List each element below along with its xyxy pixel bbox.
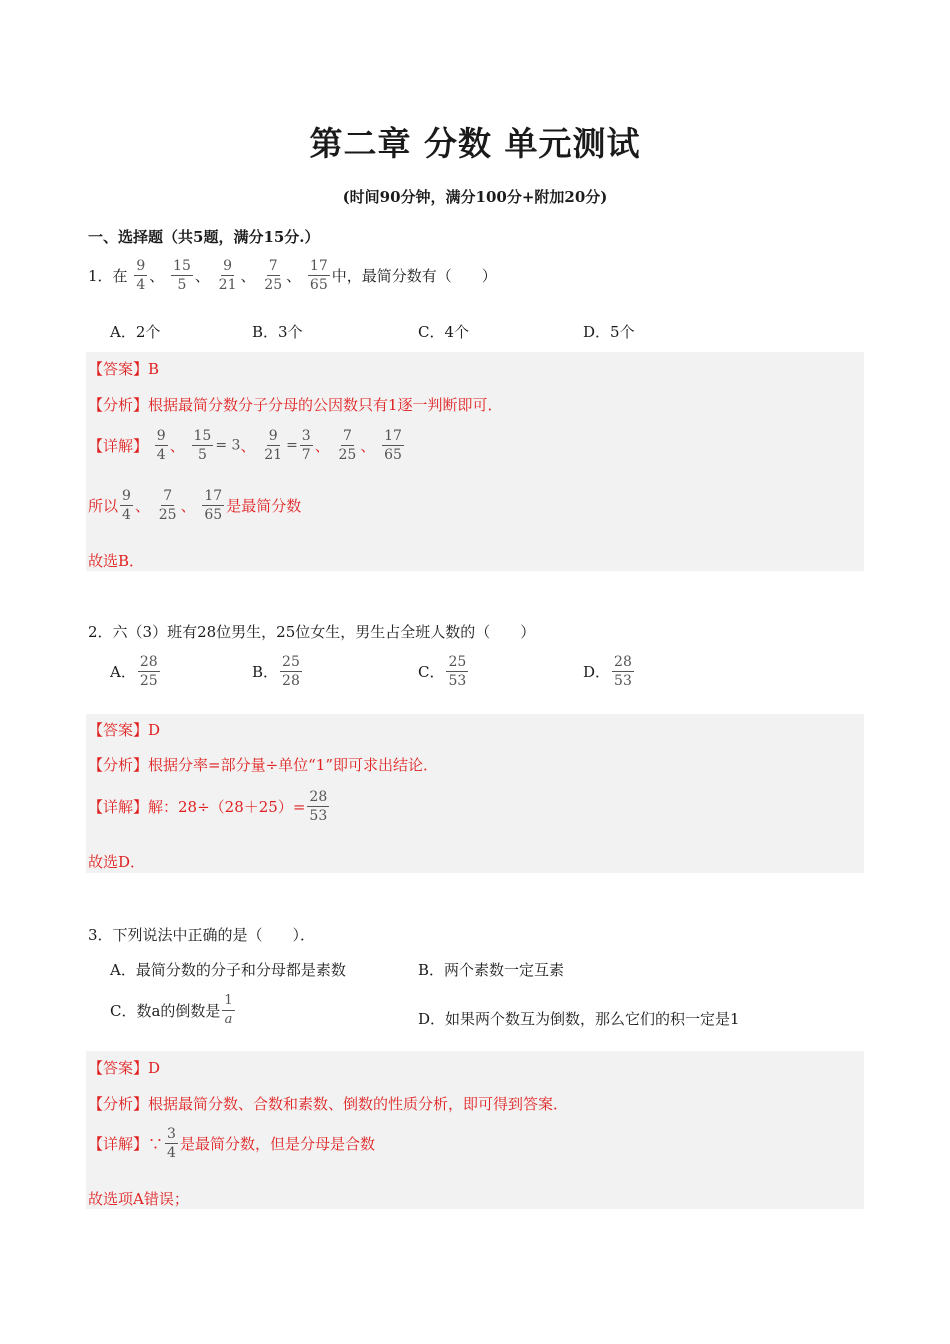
page-subtitle: (时间90分钟，满分100分+附加20分)	[342, 188, 608, 206]
fraction: $\frac{15}{5}$	[173, 258, 191, 293]
question-2: 2．六（3）班有28位男生，25位女生，男生占全班人数的（ ）	[88, 623, 536, 641]
detail: 【详解】解：28÷（28＋25）= $\frac{28}{53}$	[88, 789, 328, 824]
option-b: B．3个	[252, 323, 303, 341]
fraction: $\frac{1}{a}$	[224, 993, 233, 1027]
option-d: D．如果两个数互为倒数，那么它们的积一定是1	[418, 1010, 740, 1028]
section-heading: 一、选择题（共5题，满分15分.）	[88, 228, 320, 246]
fraction: $\frac{17}{65}$	[384, 428, 402, 463]
fraction: $\frac{15}{5}$	[193, 428, 212, 463]
equals-sign: =	[286, 437, 298, 454]
conclusion: 故选D．	[88, 853, 146, 871]
option-c: C．4个	[418, 323, 470, 341]
answer: 【答案】D	[88, 721, 161, 739]
analysis: 【分析】根据最简分数分子分母的公因数只有1逐一判断即可．	[88, 396, 503, 414]
detail-so: 所以 $\frac{9}{4}$ 、 $\frac{7}{25}$ 、 $\frac{17}{65}$ 是最简分数	[88, 488, 302, 523]
fraction: $\frac{17}{65}$	[309, 258, 328, 293]
question-1: 1．在 $\frac{9}{4}$ 、 $\frac{15}{5}$ 、 $\frac{9}{21}$ 、 $\frac{7}{25}$ 、 $\frac{17}{65}$ 中，最简分数有（ ）	[88, 258, 497, 293]
fraction: $\frac{25}{28}$	[282, 654, 300, 689]
fraction: $\frac{3}{7}$	[301, 428, 311, 463]
option-c: C．数a的倒数是 $\frac{1}{a}$	[110, 993, 233, 1027]
page-title: 第二章 分数 单元测试	[309, 124, 641, 163]
answer: 【答案】D	[88, 1059, 161, 1077]
fraction: $\frac{9}{4}$	[156, 428, 166, 463]
detail: 【详解】∵ $\frac{3}{4}$ 是最简分数，但是分母是合数	[88, 1126, 375, 1161]
option-a: A．2个	[110, 323, 161, 341]
fraction: $\frac{9}{4}$	[136, 258, 146, 293]
conclusion: 故选项A错误；	[88, 1190, 189, 1208]
conclusion: 故选B．	[88, 552, 145, 570]
fraction: $\frac{28}{25}$	[139, 654, 158, 689]
question-1-prefix: 1．在	[88, 267, 128, 285]
fraction: $\frac{9}{21}$	[218, 258, 237, 293]
fraction: $\frac{7}{25}$	[338, 428, 357, 463]
fraction: $\frac{3}{4}$	[167, 1126, 176, 1161]
analysis: 【分析】根据最简分数、合数和素数、倒数的性质分析，即可得到答案．	[88, 1095, 569, 1113]
question-3: 3．下列说法中正确的是（ ）．	[88, 926, 316, 944]
option-c: C． $\frac{25}{53}$	[418, 654, 467, 689]
answer: 【答案】B	[88, 360, 160, 378]
detail-label: 【详解】	[88, 437, 149, 455]
option-b: B． $\frac{25}{28}$	[252, 654, 300, 689]
option-a: A．最简分数的分子和分母都是素数	[110, 961, 346, 979]
question-1-tail: 中，最简分数有（ ）	[331, 267, 497, 285]
fraction: $\frac{17}{65}$	[204, 488, 223, 523]
fraction: $\frac{28}{53}$	[614, 654, 632, 689]
equation-value: = 3	[215, 437, 241, 454]
option-a: A． $\frac{28}{25}$	[110, 654, 158, 689]
option-d: D．5个	[583, 323, 635, 341]
analysis: 【分析】根据分率=部分量÷单位“1”即可求出结论．	[88, 756, 439, 774]
fraction: $\frac{9}{4}$	[122, 488, 131, 523]
fraction: $\frac{25}{53}$	[448, 654, 467, 689]
fraction: $\frac{7}{25}$	[158, 488, 177, 523]
fraction: $\frac{7}{25}$	[264, 258, 283, 293]
detail: 【详解】 $\frac{9}{4}$ 、 $\frac{15}{5}$ = 3、 $\frac{9}{21}$ = $\frac{3}{7}$ 、 $\frac{7}{25}$ 、 $\frac{17}{65}$	[88, 428, 402, 463]
fraction: $\frac{28}{53}$	[309, 789, 328, 824]
option-b: B．两个素数一定互素	[418, 961, 565, 979]
fraction: $\frac{9}{21}$	[264, 428, 283, 463]
option-d: D． $\frac{28}{53}$	[583, 654, 632, 689]
